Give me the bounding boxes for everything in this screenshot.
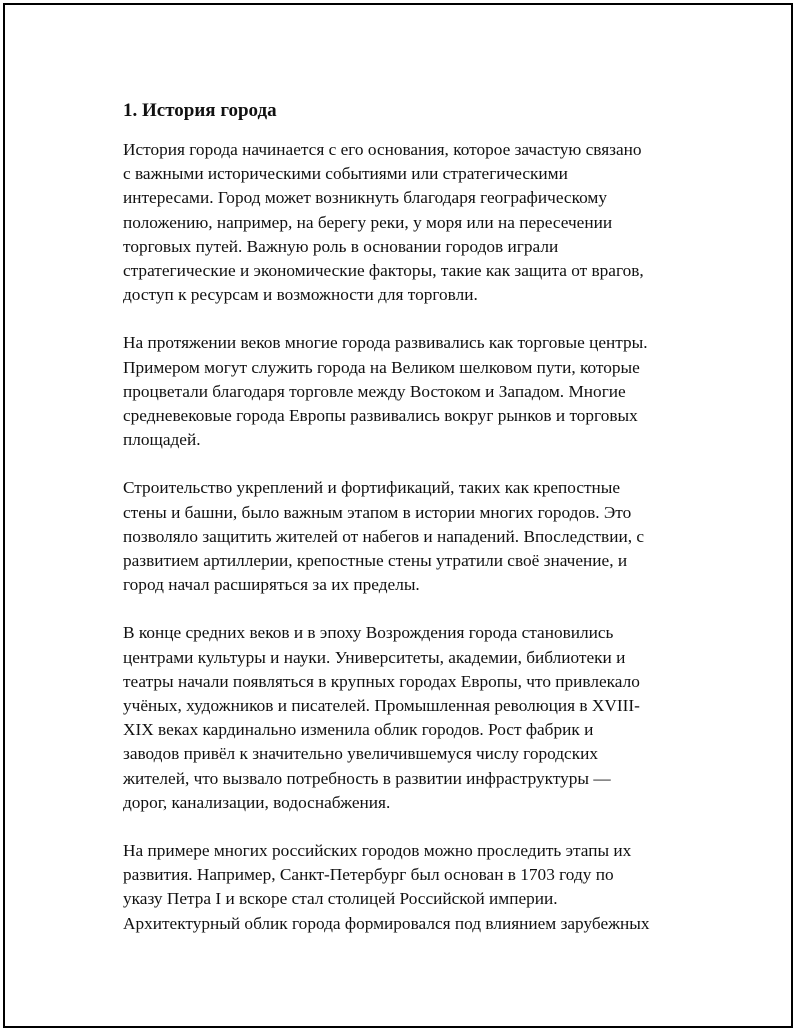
text-line: развития. Например, Санкт-Петербург был основан в 1703 году по <box>123 865 614 885</box>
text-line: центрами культуры и науки. Университеты, академии, библиотеки и <box>123 647 626 667</box>
paragraph-russian-cities <box>123 839 698 936</box>
text-line: История города начинается с его основания, которое зачастую связано <box>123 140 642 159</box>
section-heading: 1. История города <box>123 100 277 121</box>
text-line: Строительство укреплений и фортификаций, таких как крепостные <box>123 478 621 498</box>
text-line: процветали благодаря торговле между Востоком и Западом. Многие <box>123 381 626 401</box>
paragraph-fortifications <box>123 476 698 597</box>
text-line: стены и башни, было важным этапом в истории многих городов. Это <box>123 502 632 522</box>
text-line: развитием артиллерии, крепостные стены утратили своё значение, и <box>123 551 628 571</box>
text-line: площадей. <box>123 430 201 450</box>
text-line: с важными историческими событиями или стратегическими <box>123 164 568 184</box>
page-frame <box>3 3 793 1028</box>
text-line: город начал расширяться за их пределы. <box>123 575 420 595</box>
paragraph-trade <box>123 331 698 452</box>
text-line: торговых путей. Важную роль в основании городов играли <box>123 236 559 256</box>
text-line: На примере многих российских городов можно проследить этапы их <box>123 841 632 861</box>
document-body <box>123 97 698 960</box>
text-line: театры начали появляться в крупных городах Европы, что привлекало <box>123 671 640 691</box>
text-line: положению, например, на берегу реки, у моря или на пересечении <box>123 212 613 232</box>
text-line: XIX веках кардинально изменила облик городов. Рост фабрик и <box>123 720 594 740</box>
text-line: Примером могут служить города на Великом шелковом пути, которые <box>123 357 640 377</box>
paragraph-founding <box>123 138 698 307</box>
text-line: интересами. Город может возникнуть благодаря географическому <box>123 188 607 208</box>
text-line: В конце средних веков и в эпоху Возрождения города становились <box>123 623 614 643</box>
text-line: стратегические и экономические факторы, такие как защита от врагов, <box>123 261 644 281</box>
paragraph-renaissance <box>123 621 698 815</box>
text-line: жителей, что вызвало потребность в развитии инфраструктуры — <box>123 768 611 788</box>
text-line: доступ к ресурсам и возможности для торговли. <box>123 285 478 305</box>
text-line: Архитектурный облик города формировался под влиянием зарубежных <box>123 913 650 933</box>
text-line: дорог, канализации, водоснабжения. <box>123 792 391 812</box>
text-line: заводов привёл к значительно увеличившемуся числу городских <box>123 744 599 764</box>
text-line: учёных, художников и писателей. Промышленная революция в XVIII- <box>123 696 640 716</box>
text-line: позволяло защитить жителей от набегов и нападений. Впоследствии, с <box>123 526 645 546</box>
text-line: указу Петра I и вскоре стал столицей Российской империи. <box>123 889 558 909</box>
text-line: средневековые города Европы развивались вокруг рынков и торговых <box>123 406 638 426</box>
text-line: На протяжении веков многие города развивались как торговые центры. <box>123 333 648 353</box>
